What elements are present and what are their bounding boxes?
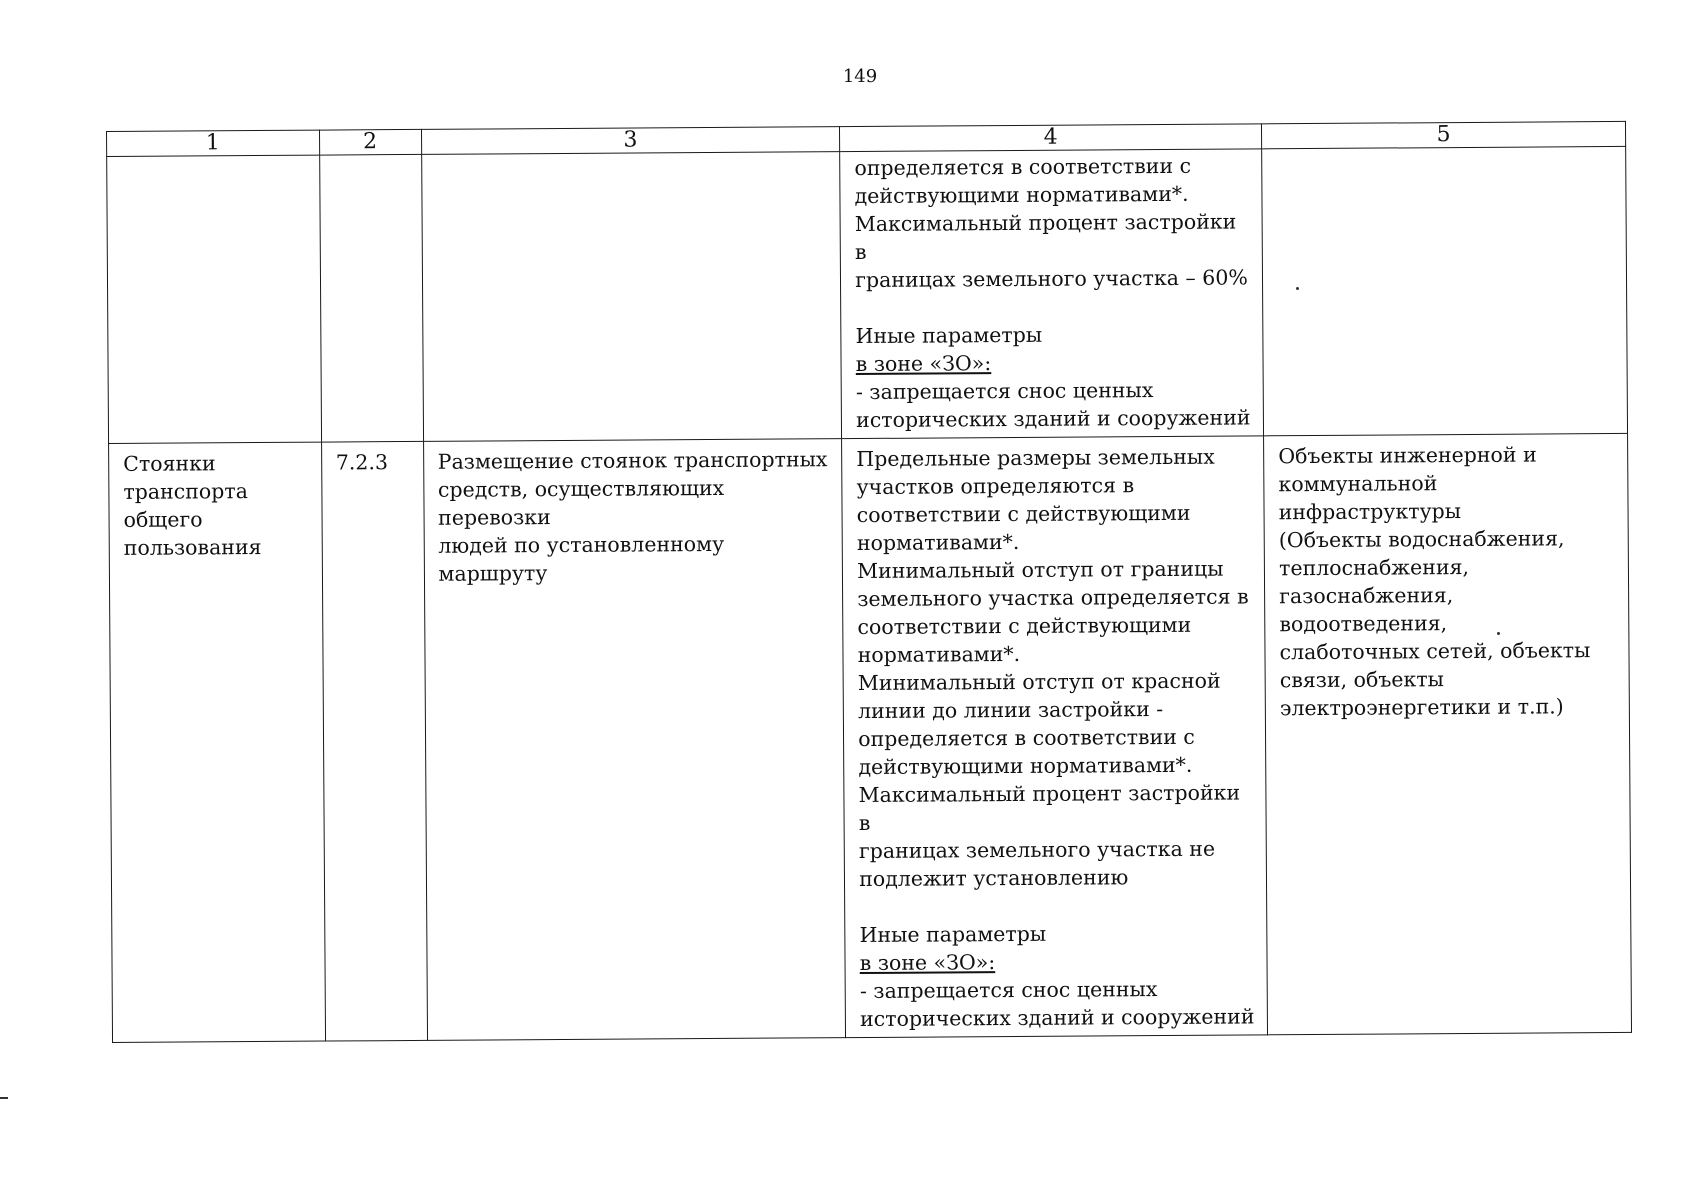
table-row	[109, 433, 1632, 1042]
cell-code	[319, 154, 423, 442]
parameters-text: Предельные размеры земельных участков определяются в соответствии с действующими нормативами*. Минимальный отступ от границы земельного участка определяется в соответствии с действующими нормативами*. Минимальный отступ от красной линии до линии застройки - определяется в соответствии с действующими нормативами*. Максимальный процент застройки в границах земельного участка не подлежит установлению	[856, 444, 1249, 892]
cell-code: 7.2.3	[321, 441, 427, 1041]
scan-speck	[1296, 287, 1299, 290]
cell-description: Размещение стоянок транспортных средств, осуществляющих перевозки людей по установленному маршруту	[423, 439, 846, 1041]
scan-speck	[1497, 632, 1500, 635]
column-header-2: 2	[319, 129, 421, 155]
column-header-4: 4	[840, 124, 1262, 152]
column-header-3: 3	[421, 127, 840, 155]
parameters-text: определяется в соответствии с действующими нормативами*. Максимальный процент застройки в границах земельного участка – 60%	[854, 153, 1248, 293]
other-parameters	[859, 918, 1255, 1033]
cell-parameters	[840, 149, 1264, 439]
other-parameters	[855, 319, 1251, 434]
zone-restriction: - запрещается снос ценных исторических зданий и сооружений	[859, 977, 1255, 1032]
zone-restriction: - запрещается снос ценных исторических зданий и сооружений	[855, 378, 1251, 433]
zone-label: в зоне «ЗО»:	[855, 351, 992, 377]
zone-label: в зоне «ЗО»:	[859, 950, 996, 976]
column-header-1: 1	[107, 130, 320, 156]
cell-description	[421, 152, 842, 442]
cell-parameters	[842, 436, 1268, 1038]
column-header-5: 5	[1262, 121, 1626, 148]
page-number: 149	[842, 66, 878, 87]
cell-use-type	[107, 155, 322, 443]
cell-auxiliary: Объекты инженерной и коммунальной инфраструктуры (Объекты водоснабжения, теплоснабжения, газоснабжения, водоотведения, слаботочных сетей, объекты связи, объекты электроэнергетики и т.п.)	[1264, 433, 1632, 1034]
cell-auxiliary	[1262, 146, 1628, 435]
other-parameters-title: Иные параметры	[855, 322, 1043, 349]
table-row-continuation	[107, 146, 1628, 443]
scan-margin-mark	[0, 1097, 8, 1099]
other-parameters-title: Иные параметры	[859, 921, 1047, 948]
cell-use-type: Стоянки транспорта общего пользования	[109, 442, 326, 1042]
zoning-table	[106, 121, 1632, 1043]
